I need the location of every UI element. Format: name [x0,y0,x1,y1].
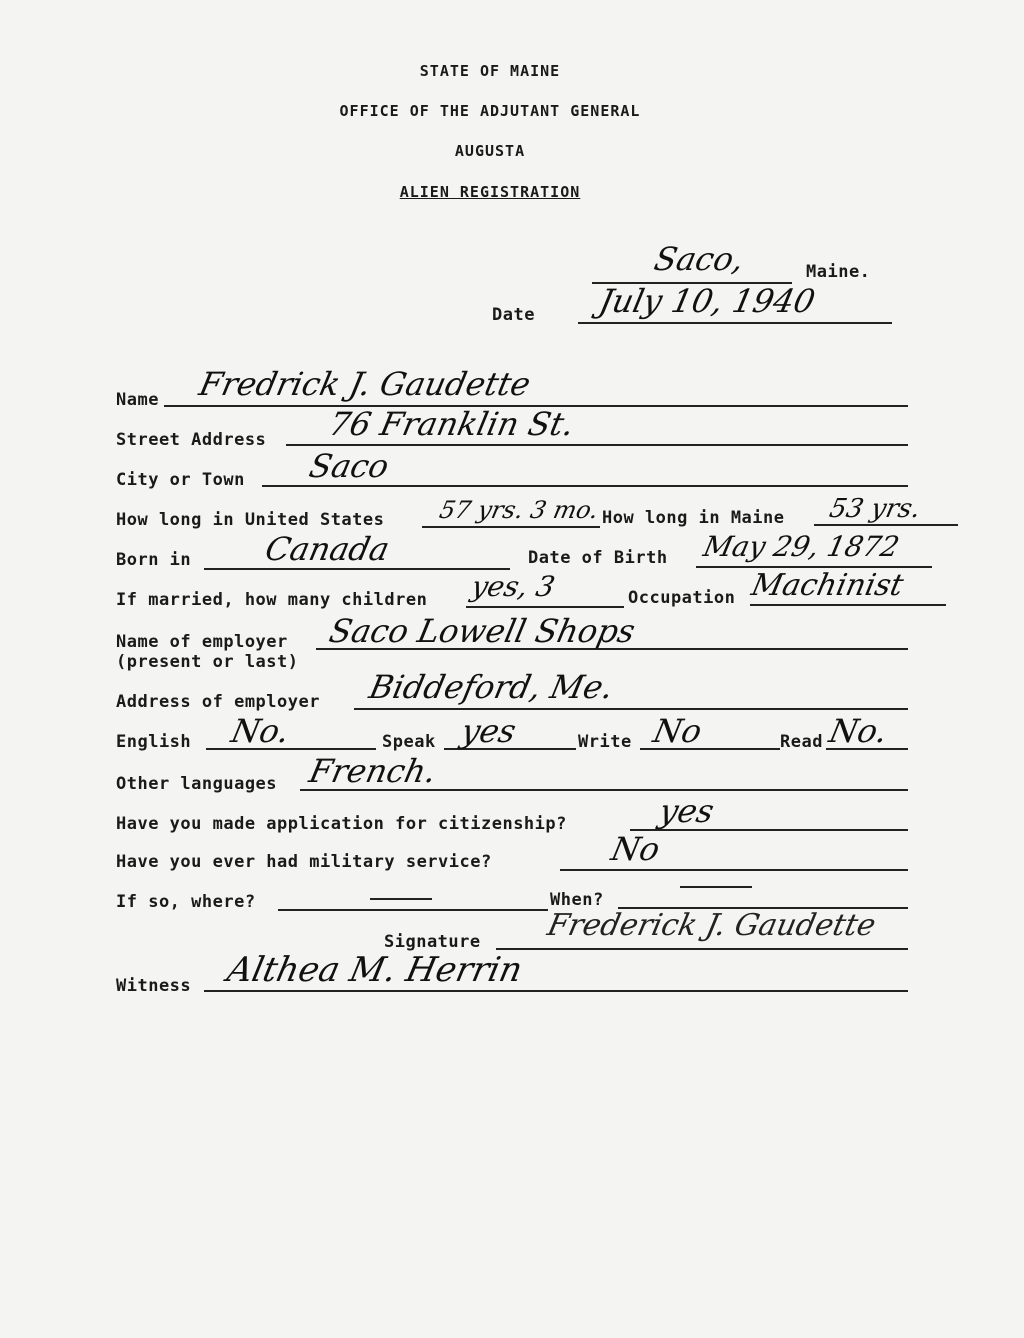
born-in-label: Born in [116,550,192,570]
date-line [578,322,892,324]
other-languages-value: French. [305,752,440,790]
signature-value: Frederick J. Gaudette [544,908,879,943]
date-value: July 10, 1940 [595,282,819,320]
military-label: Have you ever had military service? [116,852,492,872]
children-label: If married, how many children [116,590,428,610]
read-label: Read [780,732,823,752]
street-label: Street Address [116,430,267,450]
dob-value: May 29, 1872 [700,530,903,563]
employer-address-label: Address of employer [116,692,320,712]
children-line [466,606,624,608]
write-value: No [649,712,706,750]
english-label: English [116,732,192,752]
city-line [262,485,908,487]
employer-label: Name of employer [116,632,288,652]
citizenship-value: yes [655,792,718,830]
military-value: No [607,830,664,868]
street-value: 76 Franklin St. [325,405,578,443]
english-value: No. [227,712,293,750]
dob-label: Date of Birth [528,548,668,568]
city-value: Saco [305,447,393,485]
speak-value: yes [457,712,520,750]
write-label: Write [578,732,632,752]
when-label: When? [550,890,604,910]
street-line [286,444,908,446]
how-long-us-line [422,526,600,528]
witness-label: Witness [116,976,192,996]
how-long-us-value: 57 yrs. 3 mo. [437,496,602,524]
witness-line [204,990,908,992]
city-label: City or Town [116,470,245,490]
employer-address-line [354,708,908,710]
how-long-maine-value: 53 yrs. [826,494,924,524]
where-dash [370,898,432,900]
where-label: If so, where? [116,892,256,912]
witness-value: Althea M. Herrin [223,950,526,990]
military-line [560,869,908,871]
how-long-us-label: How long in United States [116,510,385,530]
place-value: Saco, [650,240,748,278]
occupation-line [750,604,946,606]
name-label: Name [116,390,159,410]
when-dash [680,886,752,888]
name-value: Fredrick J. Gaudette [195,365,534,403]
other-languages-label: Other languages [116,774,278,794]
born-in-value: Canada [261,530,393,568]
children-value: yes, 3 [468,570,558,603]
date-label: Date [492,305,535,325]
occupation-value: Machinist [748,568,907,603]
state-suffix: Maine. [806,262,871,282]
header-city: AUGUSTA [454,142,526,160]
form-title: ALIEN REGISTRATION [399,183,581,201]
header-office: OFFICE OF THE ADJUTANT GENERAL [339,102,641,120]
signature-line [496,948,908,950]
employer-address-value: Biddeford, Me. [365,668,617,706]
how-long-maine-line [814,524,958,526]
occupation-label: Occupation [628,588,736,608]
speak-label: Speak [382,732,436,752]
how-long-maine-label: How long in Maine [602,508,785,528]
employer-note: (present or last) [116,652,299,672]
employer-value: Saco Lowell Shops [325,612,639,650]
header-state: STATE OF MAINE [419,62,561,80]
where-line [278,909,548,911]
born-in-line [204,568,510,570]
read-value: No. [825,712,891,750]
signature-label: Signature [384,932,481,952]
citizenship-label: Have you made application for citizenship? [116,814,567,834]
